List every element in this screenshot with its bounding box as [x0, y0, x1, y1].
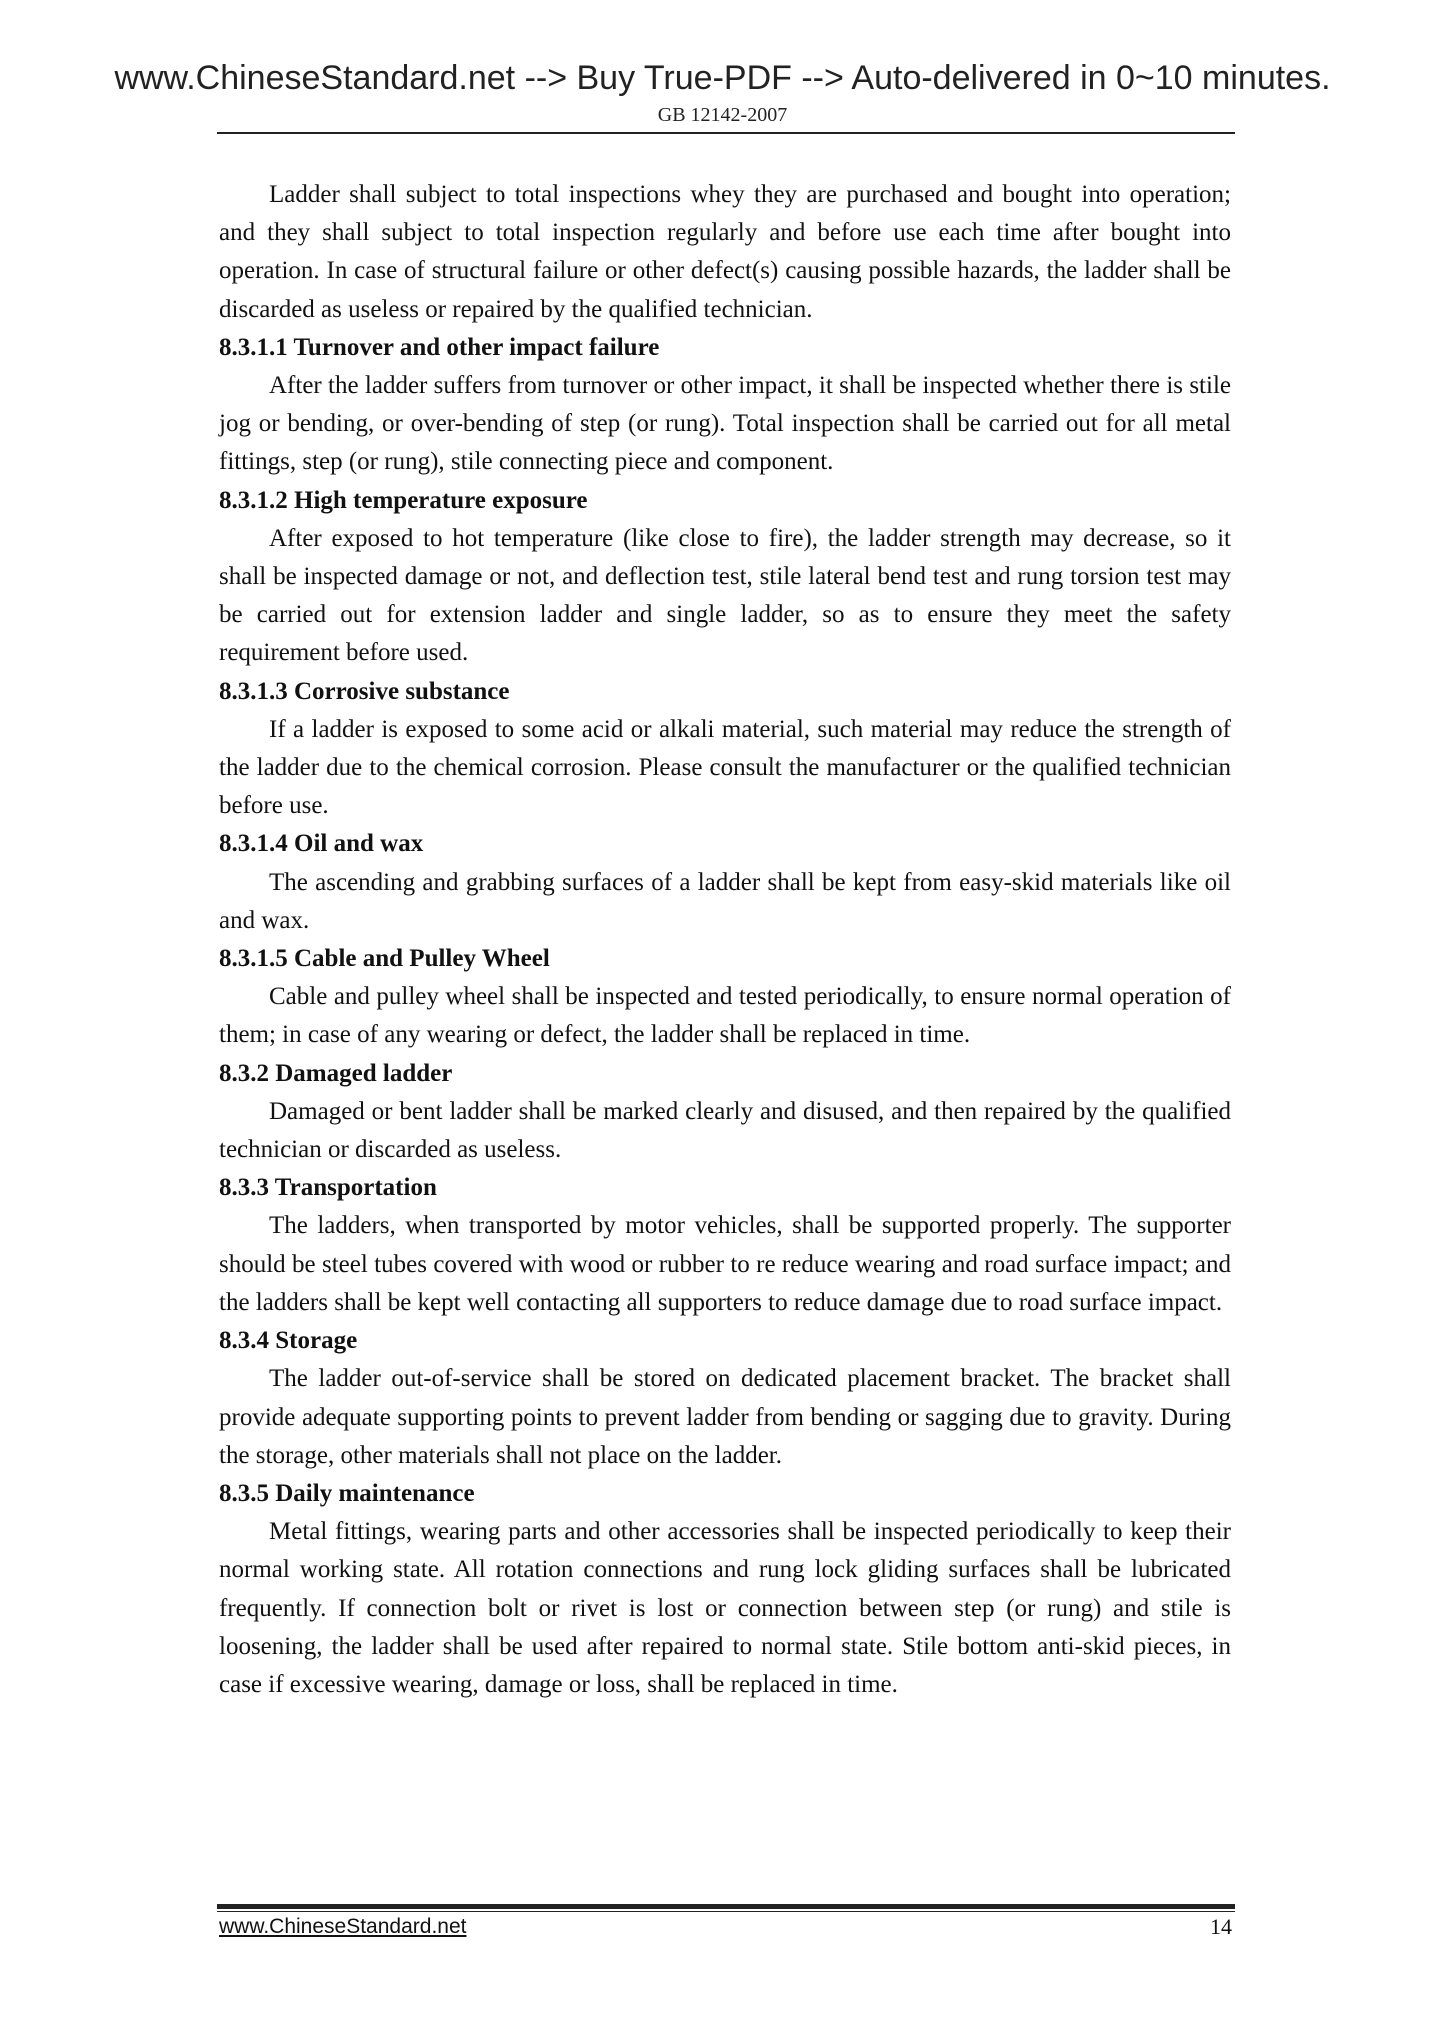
- footer-site-link[interactable]: www.ChineseStandard.net: [219, 1915, 467, 1938]
- section-heading-turnover: 8.3.1.1 Turnover and other impact failure: [219, 333, 660, 361]
- header-divider: [217, 132, 1235, 134]
- section-text-corrosive: If a ladder is exposed to some acid or alkali material, such material may reduce the strength of the ladder due to the chemical corrosion. Please consult the manufacturer or the qualified technician before use.: [219, 715, 1231, 820]
- section-text-turnover: After the ladder suffers from turnover or other impact, it shall be inspected whether there is stile jog or bending, or over-bending of step (or rung). Total inspection shall be carried out for all metal fittings, step (or rung), stile connecting piece and component.: [219, 372, 1231, 476]
- section-heading-transportation: 8.3.3 Transportation: [219, 1174, 437, 1202]
- section-heading-corrosive: 8.3.1.3 Corrosive substance: [219, 677, 510, 705]
- section-heading-damaged-ladder: 8.3.2 Damaged ladder: [219, 1059, 453, 1087]
- section-text-daily-maintenance: Metal fittings, wearing parts and other accessories shall be inspected periodically to keep their normal working state. All rotation connections and rung lock gliding surfaces shall be lubricated frequently. If connection bolt or rivet is lost or connection between step (or rung) and stile is loosening, the ladder shall be used after repaired to normal state. Stile bottom anti-skid pieces, in case if excessive wearing, damage or loss, shall be replaced in time.: [219, 1518, 1231, 1698]
- footer-divider-thick: [217, 1904, 1235, 1909]
- section-text-storage: The ladder out-of-service shall be stored on dedicated placement bracket. The bracket shall provide adequate supporting points to prevent ladder from bending or sagging due to gravity. During the storage, other materials shall not place on the ladder.: [219, 1365, 1231, 1469]
- site-banner[interactable]: www.ChineseStandard.net --> Buy True-PDF --> Auto-delivered in 0~10 minutes.: [114, 59, 1331, 97]
- section-heading-daily-maintenance: 8.3.5 Daily maintenance: [219, 1479, 475, 1507]
- section-heading-oil-wax: 8.3.1.4 Oil and wax: [219, 830, 424, 858]
- section-text-transportation: The ladders, when transported by motor vehicles, shall be supported properly. The supporter should be steel tubes covered with wood or rubber to re reduce wearing and road surface impact; and the ladders shall be kept well contacting all supporters to reduce damage due to road surface impact.: [219, 1212, 1231, 1316]
- section-heading-high-temperature: 8.3.1.2 High temperature exposure: [219, 486, 588, 514]
- standard-number: GB 12142-2007: [657, 104, 788, 126]
- section-heading-cable-pulley: 8.3.1.5 Cable and Pulley Wheel: [219, 945, 550, 973]
- page-number: 14: [1210, 1914, 1232, 1939]
- section-text-oil-wax: The ascending and grabbing surfaces of a ladder shall be kept from easy-skid materials like oil and wax.: [219, 868, 1231, 934]
- section-text-damaged-ladder: Damaged or bent ladder shall be marked clearly and disused, and then repaired by the qualified technician or discarded as useless.: [219, 1097, 1231, 1164]
- intro-paragraph: Ladder shall subject to total inspections whey they are purchased and bought into operation; and they shall subject to total inspection regularly and before use each time after bought into operation. In case of structural failure or other defect(s) causing possible hazards, the ladder shall be discarded as useless or repaired by the qualified technician.: [219, 181, 1231, 323]
- section-text-cable-pulley: Cable and pulley wheel shall be inspected and tested periodically, to ensure normal operation of them; in case of any wearing or defect, the ladder shall be replaced in time.: [219, 983, 1231, 1049]
- document-body: [219, 176, 1231, 1704]
- section-heading-storage: 8.3.4 Storage: [219, 1327, 358, 1355]
- section-text-high-temperature: After exposed to hot temperature (like close to fire), the ladder strength may decrease, so it shall be inspected damage or not, and deflection test, stile lateral bend test and rung torsion test may be carried out for extension ladder and single ladder, so as to ensure they meet the safety requirement before used.: [219, 524, 1231, 667]
